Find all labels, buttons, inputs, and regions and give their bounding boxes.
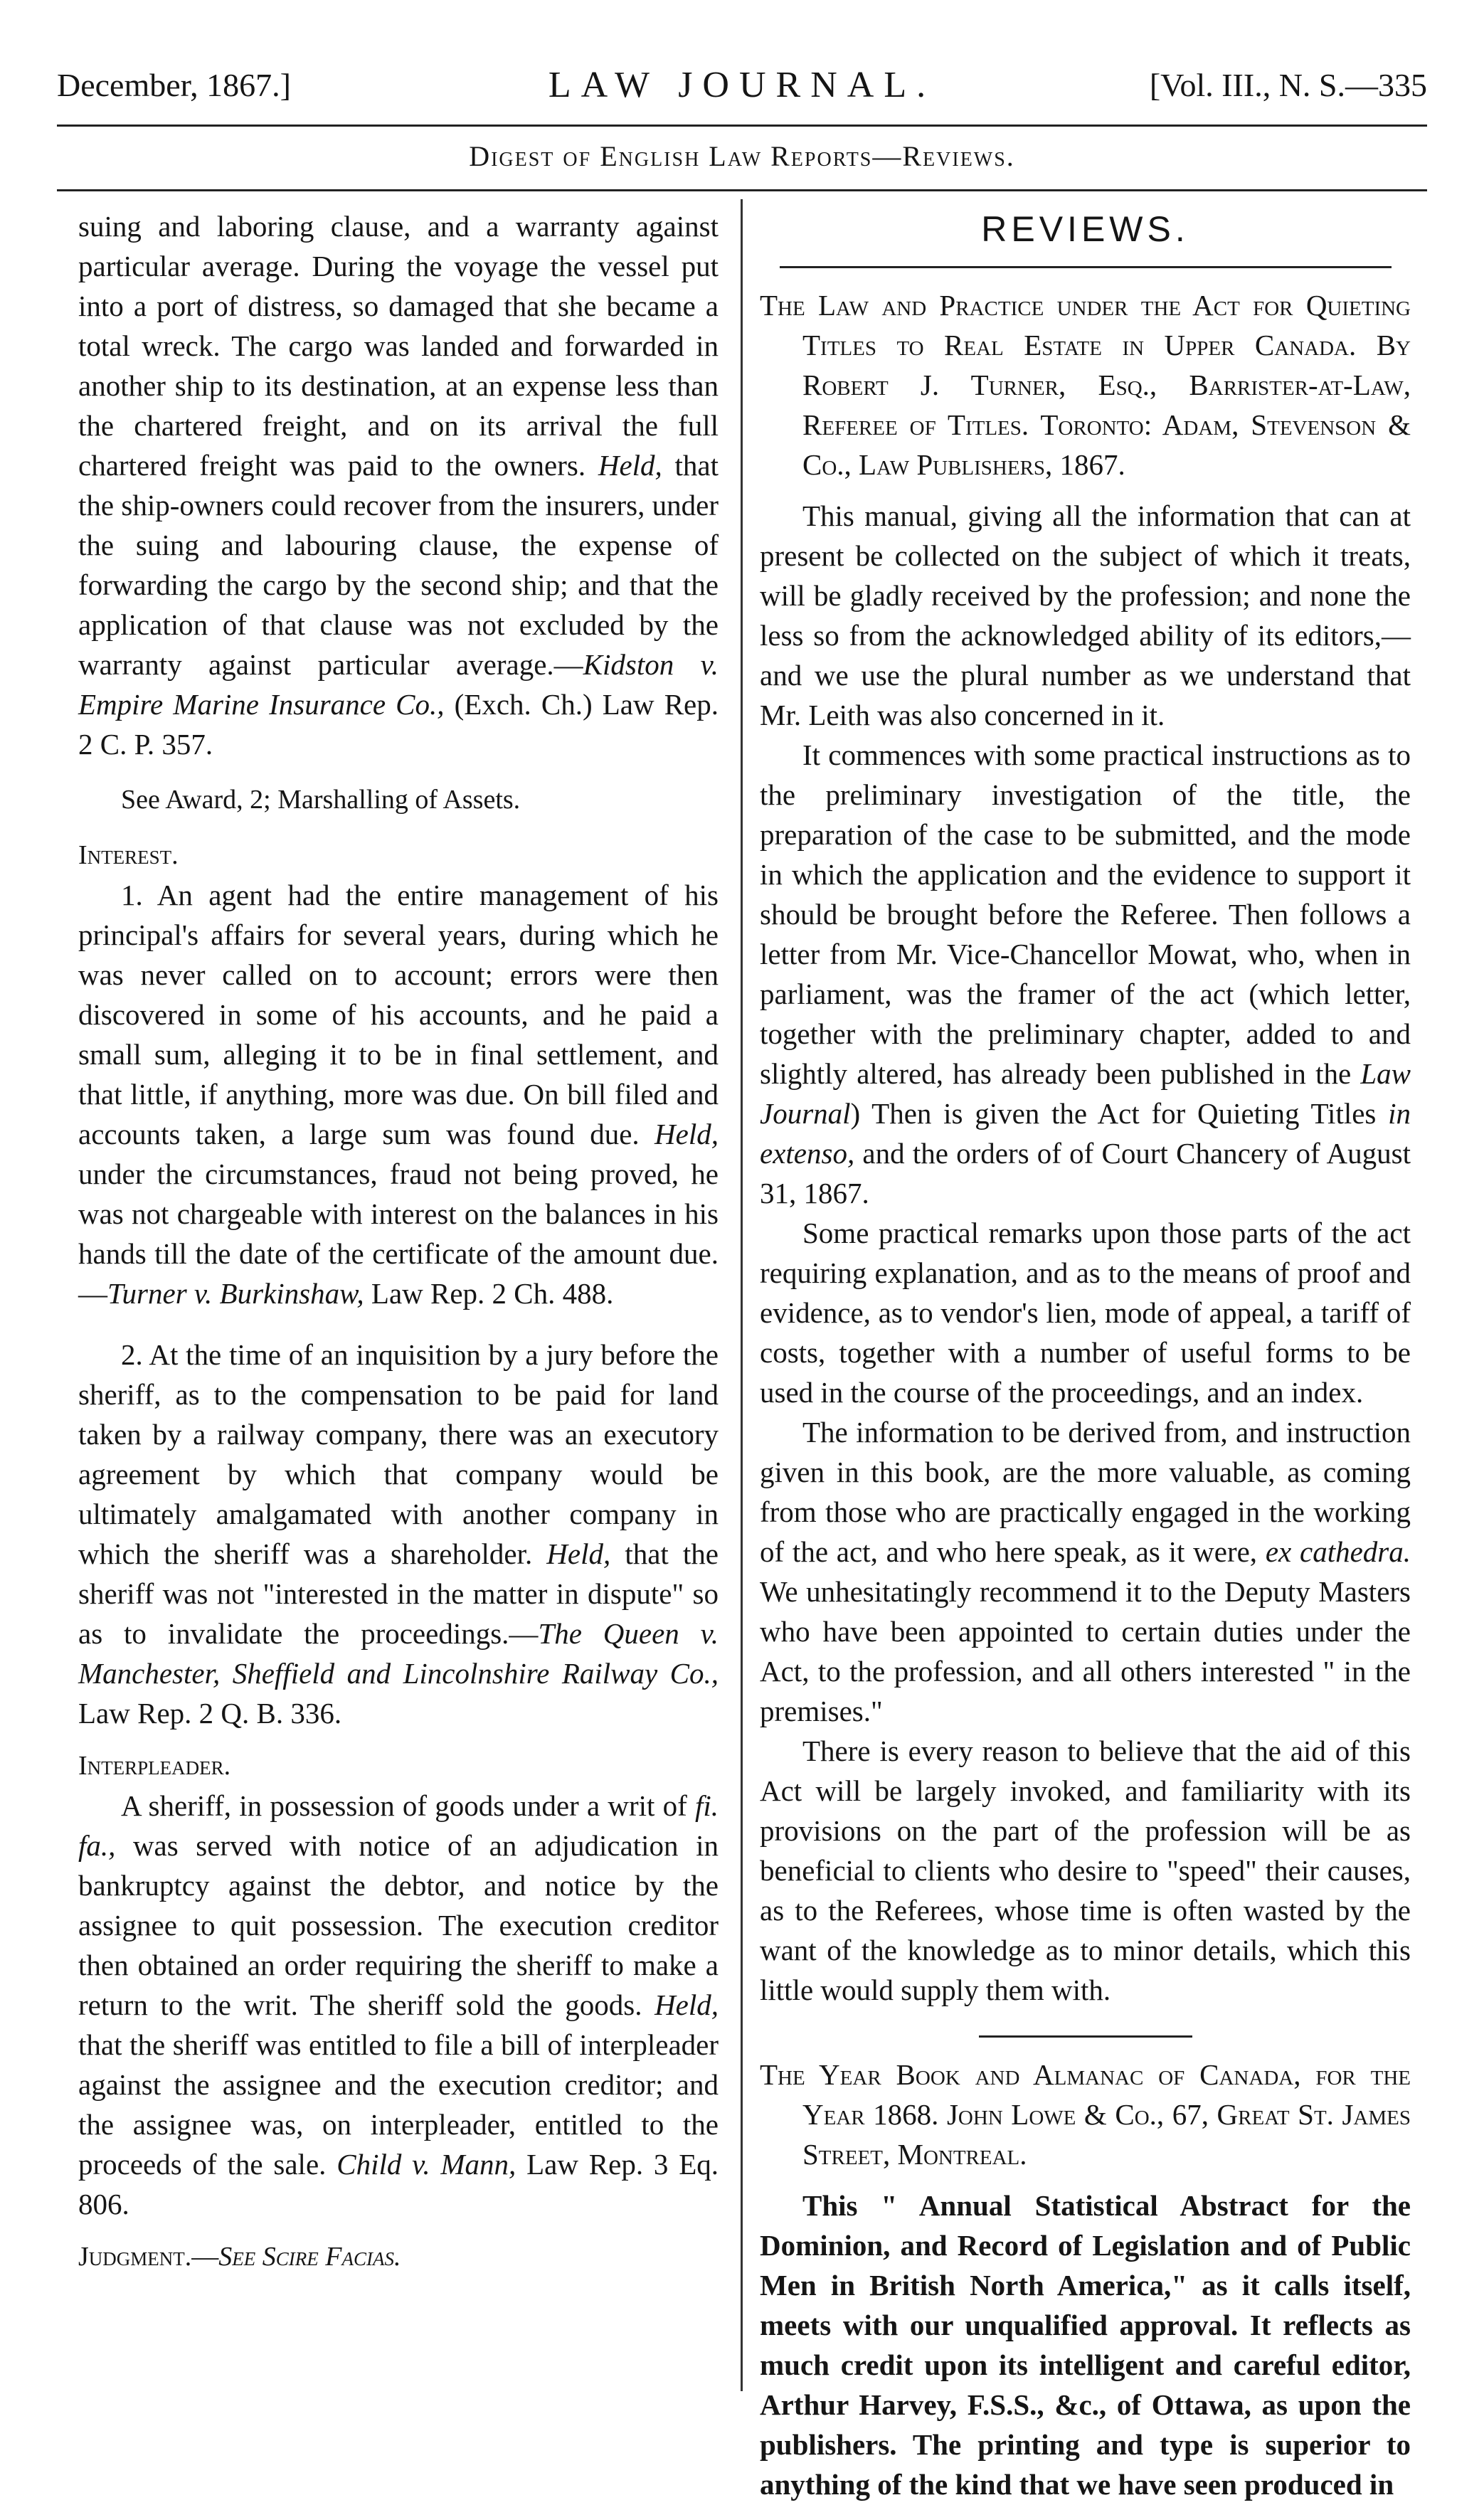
header-rule	[57, 125, 1427, 127]
case-citation: (Exch. Ch.) Law Rep. 2 C. P. 357.	[78, 688, 719, 761]
right-column	[760, 206, 1411, 2504]
cross-reference: See Award, 2; Marshalling of Assets.	[121, 785, 521, 815]
review-paragraph: This manual, giving all the information that can at present be collected on the subject of which it treats, will be gladly received by the profession; and none the less so from the acknowledged ability of its editors,—and we use the plural number as we understand that Mr. Leith was also concerned in it.	[760, 499, 1411, 731]
heading-interest: Interest.	[78, 840, 179, 870]
running-head	[57, 57, 1427, 114]
section-subtitle: Digest of English Law Reports—Reviews.	[469, 140, 1015, 172]
case-name: Kidston v. Empire Marine Insurance Co.,	[78, 648, 719, 721]
header-volume-page: [Vol. III., N. S.—335	[1149, 67, 1427, 103]
review-paragraph: Some practical remarks upon those parts of the act requiring explanation, and as to the means of proof and evidence, as to vendor's lien, mode of appeal, a tariff of costs, together with a number of useful forms to be used in the course of the proceedings, and an index.	[760, 1217, 1411, 1409]
journal-title: LAW JOURNAL.	[548, 65, 936, 105]
case-name: The Queen v. Manchester, Sheffield and Lincolnshire Railway Co.,	[78, 1617, 719, 1690]
digest-paragraph: suing and laboring clause, and a warranty against particular average. During the voyage the vessel put into a port of distress, so damaged that she became a total wreck. The cargo was landed and forwarded in another ship to its destination, at an expense less than the chartered freight, and on its arrival the full chartered freight was paid to the owners. Held, that the ship-owners could recover from the insurers, under the suing and labouring clause, the expense of forwarding the cargo by the second ship; and that the application of that clause was not excluded by the warranty against particular average.—Kidston v. Empire Marine Insurance Co., (Exch. Ch.) Law Rep. 2 C. P. 357.	[78, 210, 719, 761]
heading-interpleader: Interpleader.	[78, 1751, 231, 1781]
digest-paragraph: 1. An agent had the entire management of his principal's affairs for several years, during which he was never called on to account; errors were then discovered in some of his accounts, and he paid a small sum, alleging it to be in final settlement, and that little, if anything, more was due. On bill filed and accounts taken, a large sum was found due. Held, under the circumstances, fraud not being proved, he was not chargeable with interest on the balances in his hands till the date of the certificate of the amount due.—Turner v. Burkinshaw, Law Rep. 2 Ch. 488.	[78, 879, 719, 1310]
review-paragraph: The information to be derived from, and instruction given in this book, are the more valuable, as coming from those who are practically engaged in the working of the act, and who here speak, as it were, ex cathedra. We unhesitatingly recommend it to the Deputy Masters who have been appointed to certain duties under the Act, to the profession, and all others interested " in the premises."	[760, 1416, 1411, 1727]
reviews-title: REVIEWS.	[981, 209, 1189, 249]
title-rule	[780, 266, 1392, 268]
review-separator	[979, 2035, 1192, 2038]
left-column	[78, 206, 719, 2277]
heading-judgment: Judgment.—See Scire Facias.	[78, 2242, 401, 2272]
case-name: Child v. Mann,	[336, 2148, 516, 2181]
case-name: Turner v. Burkinshaw,	[107, 1277, 364, 1310]
review-paragraph: There is every reason to believe that the aid of this Act will be largely invoked, and familiarity with its provisions on the part of the profession will be as beneficial to clients who desire to "speed" their causes, as to the Referees, whose time is often wasted by the want of the knowledge as to minor details, which this little would supply them with.	[760, 1735, 1411, 2006]
digest-paragraph: 2. At the time of an inquisition by a jury before the sheriff, as to the compensation to be paid for land taken by a railway company, there was an executory agreement by which that company would be ultimately amalgamated with another company in which the sheriff was a shareholder. Held, that the sheriff was not "interested in the matter in dispute" so as to invalidate the proceedings.—The Queen v. Manchester, Sheffield and Lincolnshire Railway Co., Law Rep. 2 Q. B. 336.	[78, 1338, 719, 1730]
case-citation: Law Rep. 2 Ch. 488.	[371, 1277, 614, 1310]
review-paragraph: It commences with some practical instructions as to the preliminary investigation of the title, the preparation of the case to be submitted, and the mode in which the application and the evidence to support it should be brought before the Referee. Then follows a letter from Mr. Vice-Chancellor Mowat, who, when in parliament, was the framer of the act (which letter, together with the preliminary chapter, added to and slightly altered, has already been published in the Law Journal) Then is given the Act for Quieting Titles in extenso, and the orders of of Court Chancery of August 31, 1867.	[760, 738, 1411, 1209]
review-heading: The Law and Practice under the Act for Quieting Titles to Real Estate in Upper Canada. By Robert J. Turner, Esq., Barrister-at-Law, Referee of Titles. Toronto: Adam, Stevenson & Co., Law Publishers, 1867.	[760, 289, 1411, 481]
review-paragraph: This " Annual Statistical Abstract for the Dominion, and Record of Legislation and of Public Men in British North America," as it calls itself, meets with our unqualified approval. It reflects as much credit upon its intelligent and careful editor, Arthur Harvey, F.S.S., &c., of Ottawa, as upon the publishers. The printing and type is superior to anything of the kind that we have seen produced in	[760, 2189, 1411, 2501]
digest-paragraph: A sheriff, in possession of goods under a writ of fi. fa., was served with notice of an adjudication in bankruptcy against the debtor, and notice by the assignee to quit possession. The execution creditor then obtained an order requiring the sheriff to make a return to the writ. The sheriff sold the goods. Held, that the sheriff was entitled to file a bill of interpleader against the assignee and the execution creditor; and the assignee was, on interpleader, entitled to the proceeds of the sale. Child v. Mann, Law Rep. 3 Eq. 806.	[78, 1789, 719, 2220]
review-heading: The Year Book and Almanac of Canada, for the Year 1868. John Lowe & Co., 67, Great St. James Street, Montreal.	[760, 2058, 1411, 2171]
column-divider	[741, 199, 743, 2391]
case-citation: Law Rep. 3 Eq. 806.	[78, 2148, 719, 2220]
header-date: December, 1867.]	[57, 67, 291, 103]
case-citation: Law Rep. 2 Q. B. 336.	[78, 1697, 342, 1730]
subtitle-rule	[57, 189, 1427, 191]
